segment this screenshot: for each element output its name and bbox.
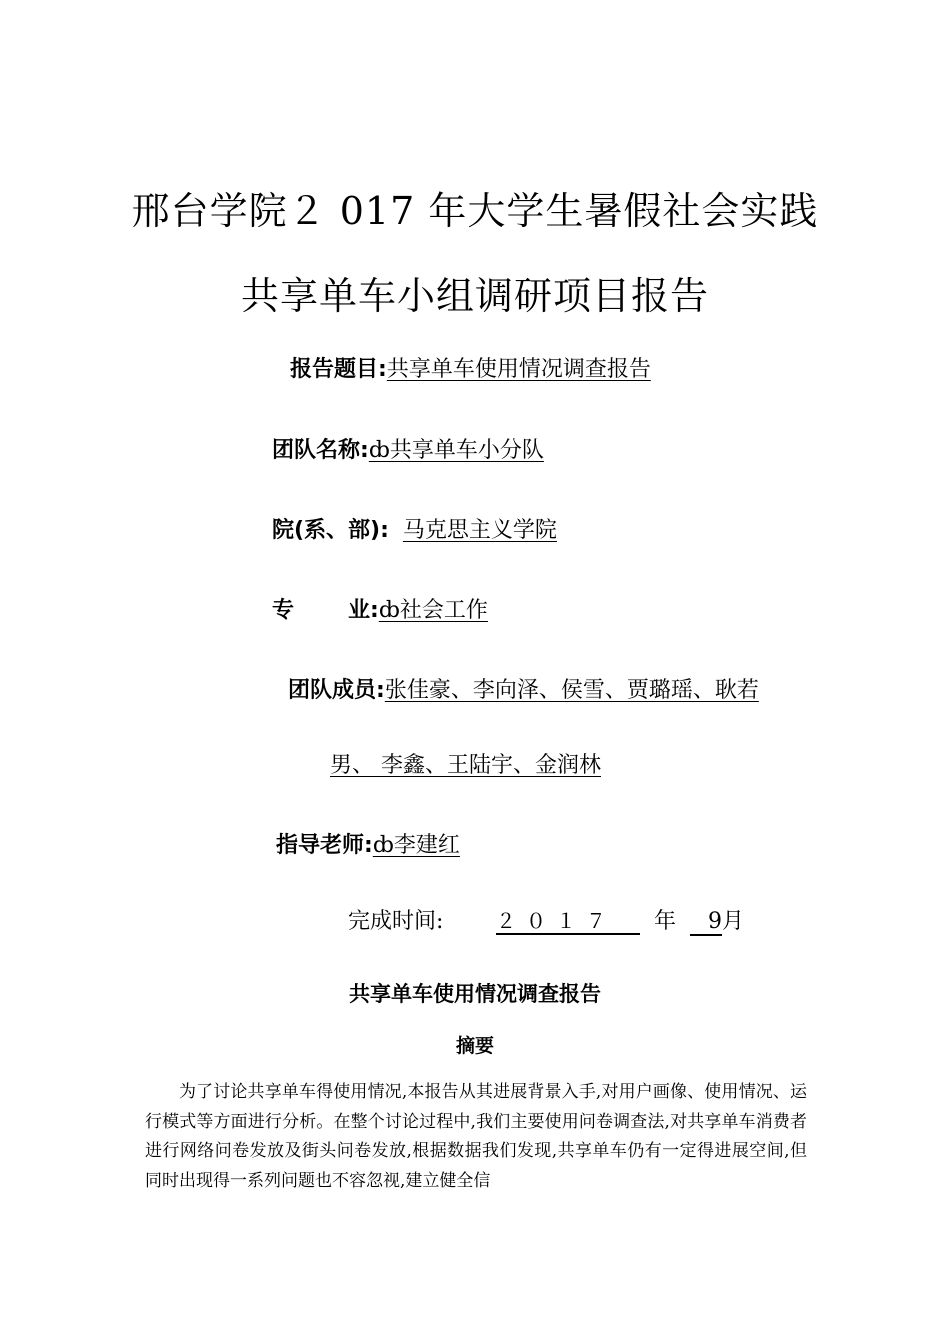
department-value: 马克思主义学院: [402, 518, 557, 543]
document-title-line-1: 邢台学院２ 017 年大学生暑假社会实践: [131, 189, 819, 233]
report-title: 共享单车使用情况调查报告: [349, 982, 601, 1006]
field-major: [272, 596, 488, 626]
department-label: 院(系、部):: [272, 518, 389, 543]
team-members-value-line-2: 男、 李鑫、王陆宇、金润林: [330, 753, 601, 778]
completion-year-value: ２０１７: [496, 909, 640, 935]
advisor-label: 指导老师:: [276, 833, 373, 858]
completion-month-value: 9: [690, 910, 722, 936]
field-report-topic: [290, 355, 651, 385]
completion-time-label: 完成时间:: [348, 909, 444, 934]
field-department: [272, 516, 557, 546]
advisor-value: ȸ李建红: [372, 833, 460, 858]
document-title-line-2: 共享单车小组调研项目报告: [240, 274, 709, 318]
team-name-value: ȸ共享单车小分队: [368, 438, 544, 463]
field-team-members: [288, 676, 759, 706]
field-advisor: [276, 831, 460, 861]
team-name-label: 团队名称:: [272, 438, 369, 463]
field-team-members-continued: [330, 751, 601, 781]
abstract-paragraph: 为了讨论共享单车得使用情况,本报告从其进展背景入手,对用户画像、使用情况、运行模式等方面进行分析。在整个讨论过程中,我们主要使用问卷调查法,对共享单车消费者进行网络问卷发放及街头问卷发放,根据数据我们发现,共享单车仍有一定得进展空间,但同时出现得一系列问题也不容忽视,建立健全信: [145, 1082, 807, 1191]
field-team-name: [272, 436, 544, 466]
report-topic-value: 共享单车使用情况调查报告: [386, 357, 651, 382]
report-topic-label: 报告题目:: [290, 357, 387, 382]
abstract-heading: 摘要: [455, 1035, 494, 1057]
team-members-value-line-1: 张佳豪、李向泽、侯雪、贾璐瑶、耿若: [384, 678, 759, 703]
major-label-part-2: 业:: [348, 598, 379, 623]
year-unit: 年: [654, 909, 677, 934]
team-members-label: 团队成员:: [288, 678, 385, 703]
major-label-part-1: 专: [272, 598, 295, 623]
field-completion-time: [348, 907, 744, 937]
month-unit: 月: [722, 909, 745, 934]
major-value: ȸ社会工作: [378, 598, 488, 623]
